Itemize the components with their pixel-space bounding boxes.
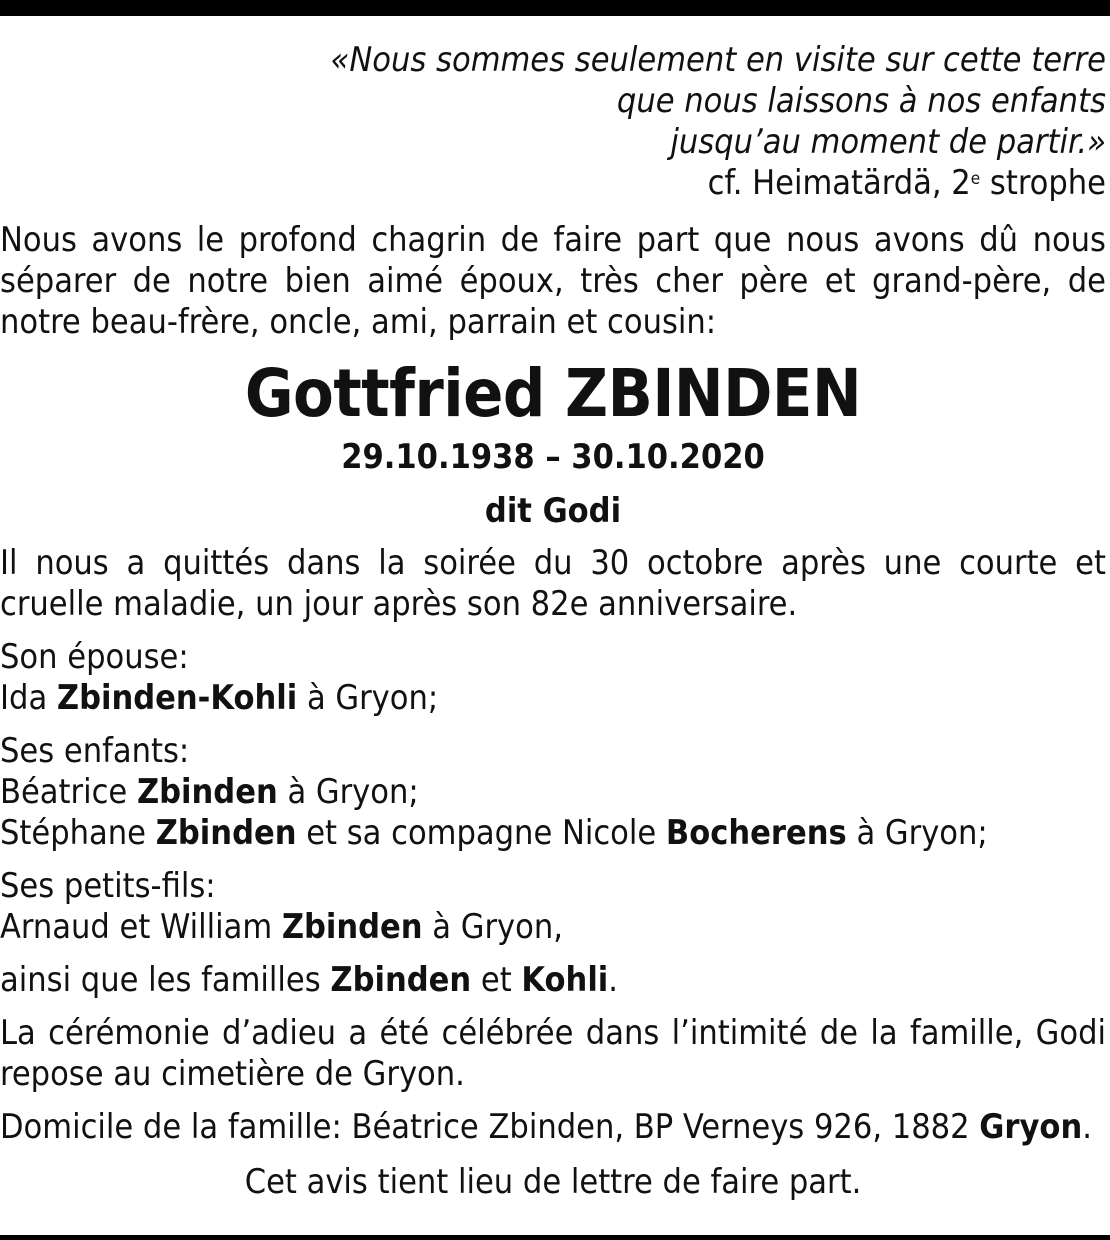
- grandchildren-heading: Ses petits-fils:: [0, 866, 216, 906]
- child-line-2: Stéphane Zbinden et sa compagne Nicole Bocherens à Gryon;: [0, 813, 988, 853]
- grandchildren-section: [0, 866, 1106, 948]
- domicile-line: Domicile de la famille: Béatrice Zbinden, BP Verneys 926, 1882 Gryon.: [0, 1107, 1092, 1147]
- top-rule: [0, 0, 1110, 16]
- epigraph-quote: [0, 40, 1106, 163]
- quote-line-2: que nous laissons à nos enfants: [616, 81, 1106, 121]
- intro-paragraph: Nous avons le profond chagrin de faire part que nous avons dû nous séparer de notre bien aimé époux, très cher père et grand-père, de notre beau-frère, oncle, ami, parrain et cousin:: [0, 220, 1106, 342]
- spouse-heading: Son épouse:: [0, 637, 189, 677]
- deceased-name: Gottfried ZBINDEN: [244, 355, 862, 432]
- closing-line: Cet avis tient lieu de lettre de faire part.: [244, 1162, 862, 1202]
- ceremony-paragraph: La cérémonie d’adieu a été célébrée dans l’intimité de la famille, Godi repose au cimetière de Gryon.: [0, 1013, 1106, 1094]
- child-line-1: Béatrice Zbinden à Gryon;: [0, 772, 419, 812]
- passing-paragraph: Il nous a quittés dans la soirée du 30 octobre après une courte et cruelle maladie, un jour après son 82e anniversaire.: [0, 543, 1106, 624]
- spouse-line: Ida Zbinden-Kohli à Gryon;: [0, 678, 439, 718]
- quote-line-3: jusqu’au moment de partir.»: [670, 122, 1106, 162]
- bottom-rule: [0, 1235, 1110, 1240]
- quote-source: cf. Heimatärdä, 2e strophe: [707, 163, 1106, 203]
- obituary-notice: [0, 40, 1106, 1203]
- children-heading: Ses enfants:: [0, 731, 190, 771]
- spouse-section: [0, 637, 1106, 719]
- children-section: [0, 731, 1106, 854]
- life-dates: 29.10.1938 – 30.10.2020: [341, 437, 765, 477]
- nickname: dit Godi: [484, 491, 622, 531]
- grandchildren-line: Arnaud et William Zbinden à Gryon,: [0, 907, 563, 947]
- quote-line-1: «Nous sommes seulement en visite sur cette terre: [330, 40, 1106, 80]
- families-line: ainsi que les familles Zbinden et Kohli.: [0, 960, 618, 1000]
